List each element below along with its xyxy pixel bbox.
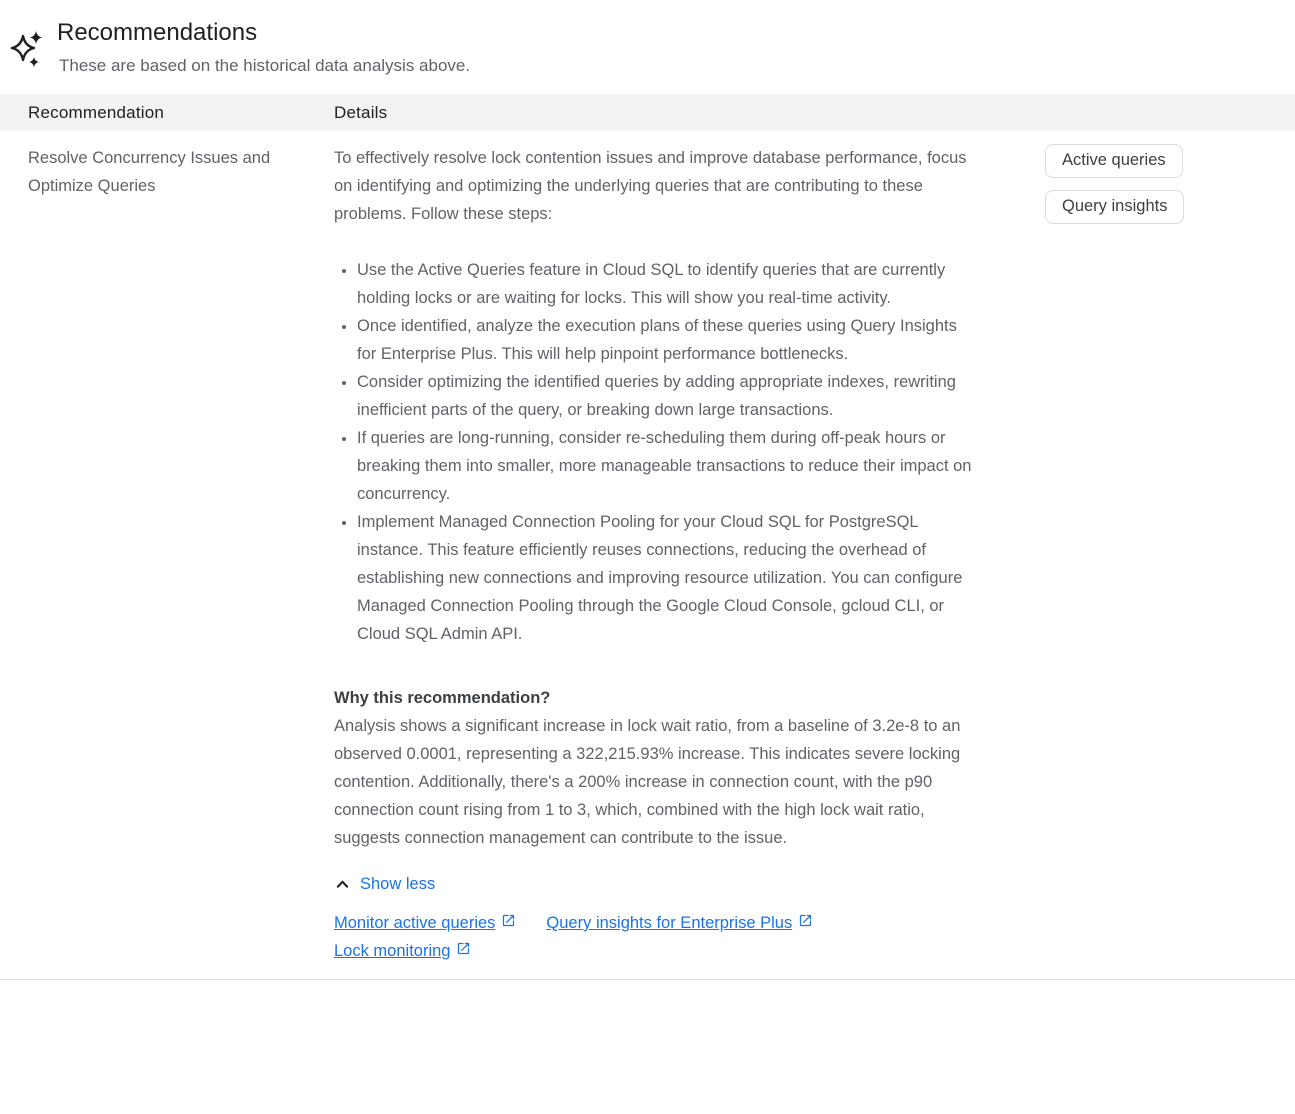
why-recommendation-heading: Why this recommendation?: [334, 689, 551, 707]
header-text: [57, 18, 470, 77]
table-row: [0, 131, 1295, 980]
column-header-details: Details: [334, 102, 388, 122]
details-intro: To effectively resolve lock contention issues and improve database performance, focus on identifying and optimizing the underlying queries that are contributing to these problems. Follow these steps:: [334, 149, 967, 223]
show-less-button[interactable]: [334, 875, 435, 894]
bullet-item: • Consider optimizing the identified queries by adding appropriate indexes, rewriting inefficient parts of the query, or breaking down large transactions.: [357, 368, 979, 424]
open-in-new-icon: [495, 909, 516, 937]
chip-label: Query insights: [1062, 197, 1168, 215]
open-in-new-icon: [792, 909, 813, 937]
column-header-recommendation: Recommendation: [28, 102, 165, 122]
documentation-links: [334, 909, 979, 965]
table-header-row: [0, 94, 1295, 131]
open-in-new-icon: [450, 937, 471, 965]
link-label: Query insights for Enterprise Plus: [546, 914, 793, 932]
panel-header: [0, 0, 1295, 77]
link-label: Lock monitoring: [334, 942, 451, 960]
link-lock-monitoring[interactable]: [334, 937, 471, 965]
bullet-item: • If queries are long-running, consider re-scheduling them during off-peak hours or breaking them into smaller, more manageable transactions to reduce their impact on concurrency.: [357, 424, 979, 508]
page-title: Recommendations: [57, 19, 258, 46]
bullet-item: • Once identified, analyze the execution plans of these queries using Query Insights for Enterprise Plus. This will help pinpoint performance bottlenecks.: [357, 312, 979, 368]
details-bullet-list: [334, 256, 979, 648]
page-subtitle: These are based on the historical data analysis above.: [59, 56, 471, 75]
action-chips: [979, 144, 1295, 965]
recommendation-title: Resolve Concurrency Issues and Optimize Queries: [28, 149, 271, 195]
recommendation-details: [334, 144, 979, 965]
why-recommendation-text: Analysis shows a significant increase in lock wait ratio, from a baseline of 3.2e-8 to an observed 0.0001, representing a 322,215.93% increase. This indicates severe locking contention. Additionally, there's a 200% increase in connection count, with the p90 connection count rising from 1 to 3, which, combined with the high lock wait ratio, suggests connection management can contribute to the issue.: [334, 717, 961, 847]
link-query-insights-enterprise-plus[interactable]: [546, 909, 813, 937]
bullet-item: • Implement Managed Connection Pooling for your Cloud SQL for PostgreSQL instance. This feature efficiently reuses connections, reducing the overhead of establishing new connections and improving resource utilization. You can configure Managed Connection Pooling through the Google Cloud Console, gcloud CLI, or Cloud SQL Admin API.: [357, 508, 979, 648]
query-insights-chip[interactable]: [1045, 190, 1184, 224]
active-queries-chip[interactable]: [1045, 144, 1183, 178]
gemini-sparkle-icon: [10, 27, 44, 71]
bullet-item: • Use the Active Queries feature in Cloud SQL to identify queries that are currently holding locks or are waiting for locks. This will show you real-time activity.: [357, 256, 979, 312]
show-less-label: Show less: [360, 875, 436, 893]
chip-label: Active queries: [1062, 151, 1166, 169]
link-label: Monitor active queries: [334, 914, 496, 932]
chevron-up-icon: [334, 876, 351, 893]
link-monitor-active-queries[interactable]: [334, 909, 516, 937]
